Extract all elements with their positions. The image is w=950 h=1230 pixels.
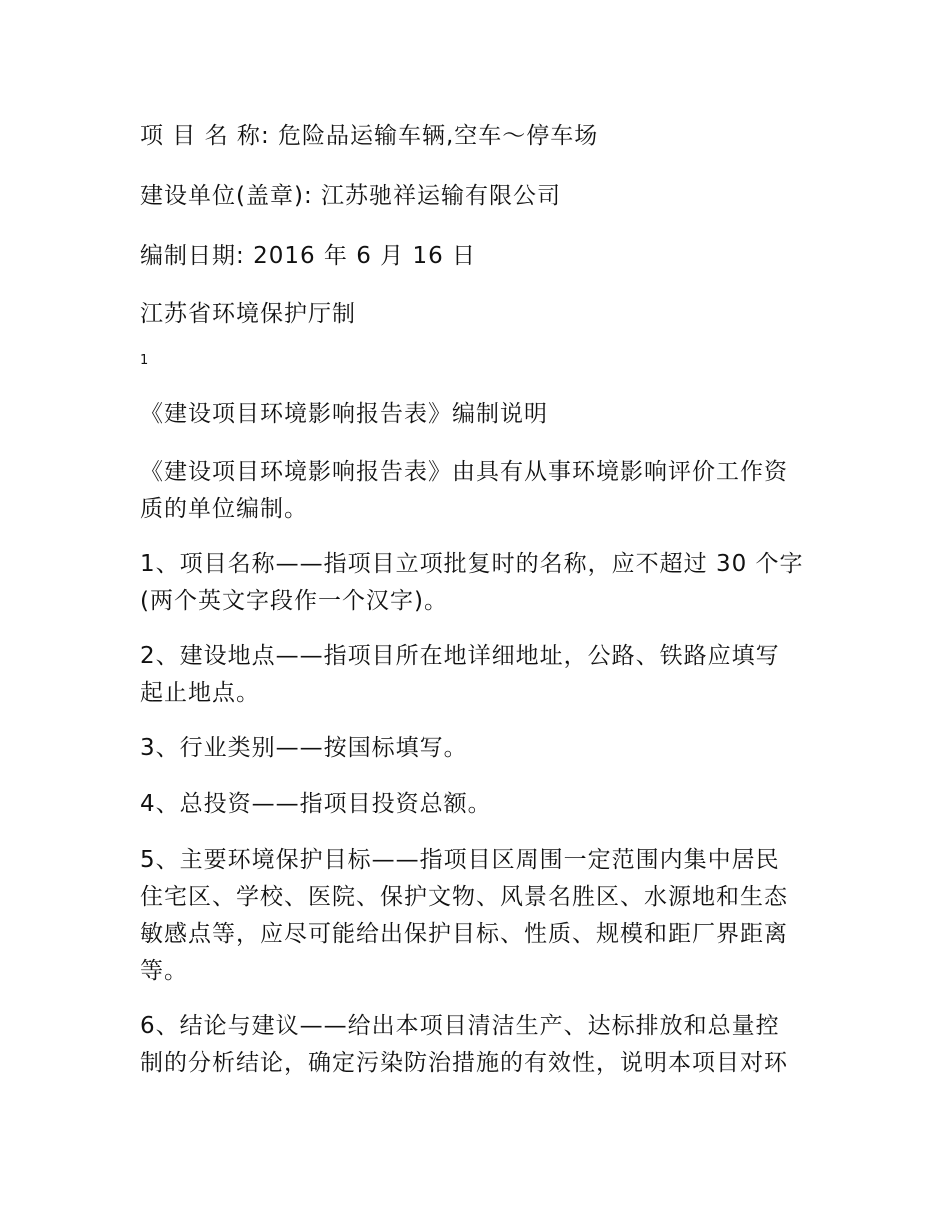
builder-label: 建设单位(盖章) xyxy=(140,183,304,209)
project-name-line xyxy=(140,118,598,154)
builder-line xyxy=(140,178,561,214)
intro-line: 《建设项目环境影响报告表》由具有从事环境影响评价工作资 xyxy=(140,459,788,485)
item-line: 住宅区、学校、医院、保护文物、风景名胜区、水源地和生态 xyxy=(140,884,788,910)
instructions-heading: 《建设项目环境影响报告表》编制说明 xyxy=(140,401,548,427)
instruction-item-4 xyxy=(140,786,820,823)
project-name-value: 危险品运输车辆,空车～停车场 xyxy=(278,123,599,149)
item-line: 敏感点等，应尽可能给出保护目标、性质、规模和距厂界距离 xyxy=(140,921,788,947)
builder-value: 江苏驰祥运输有限公司 xyxy=(321,183,562,209)
item-line: 2、建设地点——指项目所在地详细地址，公路、铁路应填写 xyxy=(140,643,780,669)
page-number: 1 xyxy=(140,353,149,368)
instruction-item-5 xyxy=(140,842,820,990)
item-line: 起止地点。 xyxy=(140,680,260,706)
instruction-item-1 xyxy=(140,546,820,620)
instructions-intro xyxy=(140,454,820,528)
date-label: 编制日期 xyxy=(140,243,236,269)
date-line xyxy=(140,238,476,274)
item-line: 1、项目名称——指项目立项批复时的名称，应不超过 30 个字 xyxy=(140,551,804,577)
item-line: 制的分析结论，确定污染防治措施的有效性，说明本项目对环 xyxy=(140,1050,788,1076)
instruction-item-6 xyxy=(140,1008,820,1082)
item-line: 5、主要环境保护目标——指项目区周围一定范围内集中居民 xyxy=(140,847,780,873)
intro-line: 质的单位编制。 xyxy=(140,496,308,522)
instruction-item-3 xyxy=(140,730,820,767)
project-name-label: 项 目 名 称 xyxy=(140,123,261,149)
instruction-item-2 xyxy=(140,638,820,712)
item-line: 6、结论与建议——给出本项目清洁生产、达标排放和总量控 xyxy=(140,1013,780,1039)
item-line: (两个英文字段作一个汉字)。 xyxy=(140,588,448,614)
item-line: 4、总投资——指项目投资总额。 xyxy=(140,791,492,817)
date-value: 2016 年 6 月 16 日 xyxy=(253,243,477,269)
item-line: 3、行业类别——按国标填写。 xyxy=(140,735,468,761)
issuer-line: 江苏省环境保护厅制 xyxy=(140,301,356,327)
project-name-separator: : xyxy=(260,123,278,149)
builder-separator: : xyxy=(303,183,322,209)
date-separator: : xyxy=(236,243,254,269)
item-line: 等。 xyxy=(140,958,188,984)
